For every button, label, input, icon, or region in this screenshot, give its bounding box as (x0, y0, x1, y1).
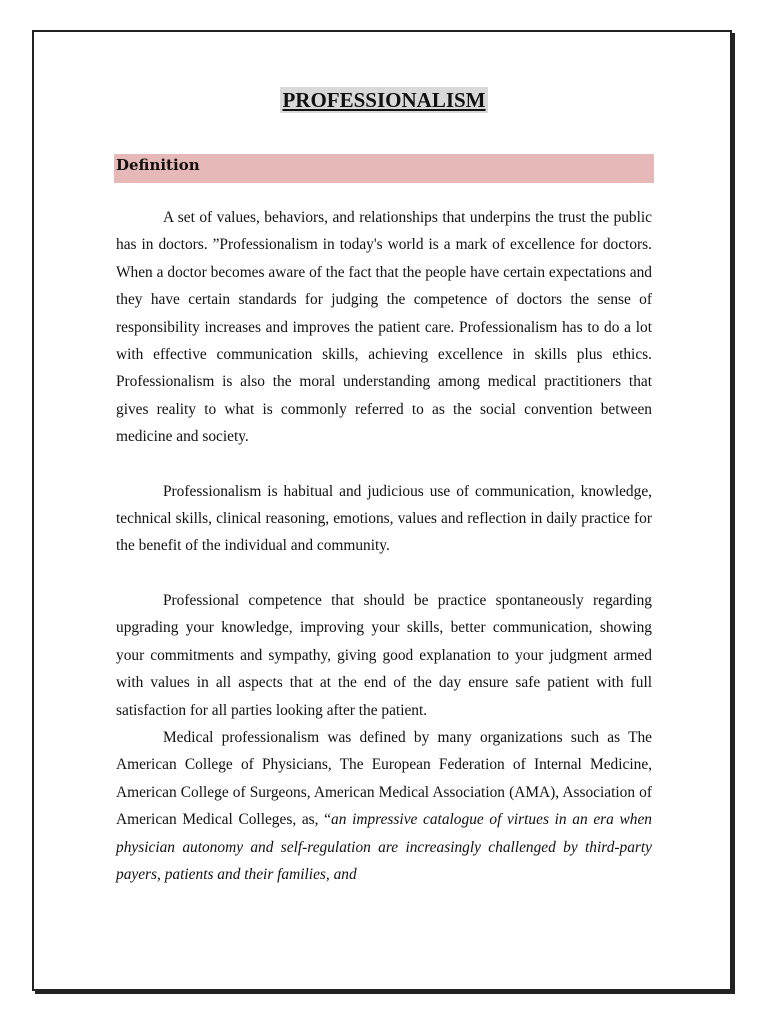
paragraph-4-lead: Medical professionalism was defined by many organizations such as The American College of Physicians, The European Federation of Internal Medicine, American College of Surgeons, American Medical Association (AMA), Association of American Medical Colleges, as, “ (116, 728, 652, 829)
section-heading-bar (114, 154, 654, 183)
section-heading: Definition (116, 156, 200, 174)
paragraph-2: Professionalism is habitual and judicious use of communication, knowledge, technical skills, clinical reasoning, emotions, values and reflection in daily practice for the benefit of the individual and community. (116, 482, 652, 555)
paragraph-4 (116, 724, 652, 888)
paragraph-gap (116, 560, 652, 587)
paragraph-gap (116, 451, 652, 478)
body-text (116, 204, 652, 888)
page-title: PROFESSIONALISM (282, 88, 486, 112)
paragraph-3: Professional competence that should be practice spontaneously regarding upgrading your knowledge, improving your skills, better communication, showing your commitments and sympathy, giving good explanation to your judgment armed with values in all aspects that at the end of the day ensure safe patient with full satisfaction for all parties looking after the patient. (116, 591, 652, 719)
paragraph-1: A set of values, behaviors, and relationships that underpins the trust the public has in doctors. ”Professionalism in today's world is a mark of excellence for doctors. When a doctor becomes aware of the fact that the people have certain expectations and they have certain standards for judging the competence of doctors the sense of responsibility increases and improves the patient care. Professionalism has to do a lot with effective communication skills, achieving excellence in skills plus ethics. Professionalism is also the moral understanding among medical practitioners that gives reality to what is commonly referred to as the social convention between medicine and society. (116, 209, 652, 446)
title-container (0, 87, 768, 113)
paragraph-4-quote: an impressive catalogue of virtues in an era when physician autonomy and self-regulation are increasingly challenged by third-party payers, patients and their families, and (116, 811, 653, 883)
